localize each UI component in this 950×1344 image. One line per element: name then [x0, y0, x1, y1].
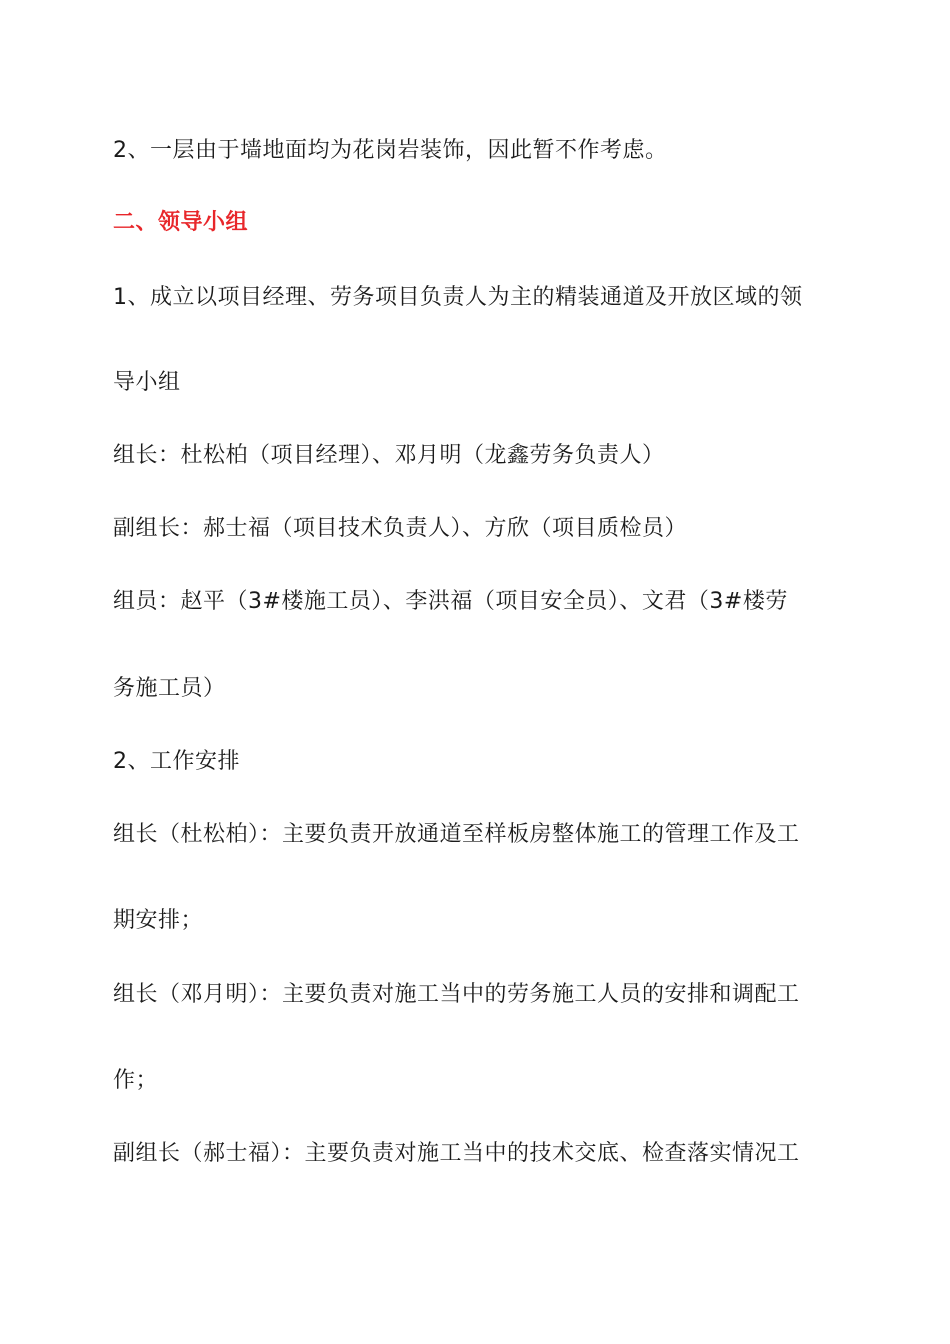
duty-leader-deng: 组长（邓月明）：主要负责对施工当中的劳务施工人员的安排和调配工 [113, 982, 800, 1007]
group-leader-line: 组长：杜松柏（项目经理）、邓月明（龙鑫劳务负责人） [113, 443, 665, 468]
section-heading-leadership-group: 二、领导小组 [113, 210, 249, 235]
members-line: 组员：赵平（3#楼施工员）、李洪福（项目安全员）、文君（3#楼劳 [113, 589, 788, 614]
paragraph-establish-group-cont: 导小组 [113, 370, 181, 395]
deputy-leader-line: 副组长：郝士福（项目技术负责人）、方欣（项目质检员） [113, 516, 688, 541]
members-line-cont: 务施工员） [113, 676, 226, 701]
duty-leader-du: 组长（杜松柏）：主要负责开放通道至样板房整体施工的管理工作及工 [113, 822, 800, 847]
duty-deputy-hao: 副组长（郝士福）：主要负责对施工当中的技术交底、检查落实情况工 [113, 1141, 800, 1166]
paragraph-floor-one-note: 2、一层由于墙地面均为花岗岩装饰，因此暂不作考虑。 [113, 138, 668, 163]
subheading-work-arrangement: 2、工作安排 [113, 749, 240, 774]
duty-leader-deng-cont: 作； [113, 1068, 159, 1093]
paragraph-establish-group: 1、成立以项目经理、劳务项目负责人为主的精装通道及开放区域的领 [113, 285, 803, 310]
duty-leader-du-cont: 期安排； [113, 908, 204, 933]
